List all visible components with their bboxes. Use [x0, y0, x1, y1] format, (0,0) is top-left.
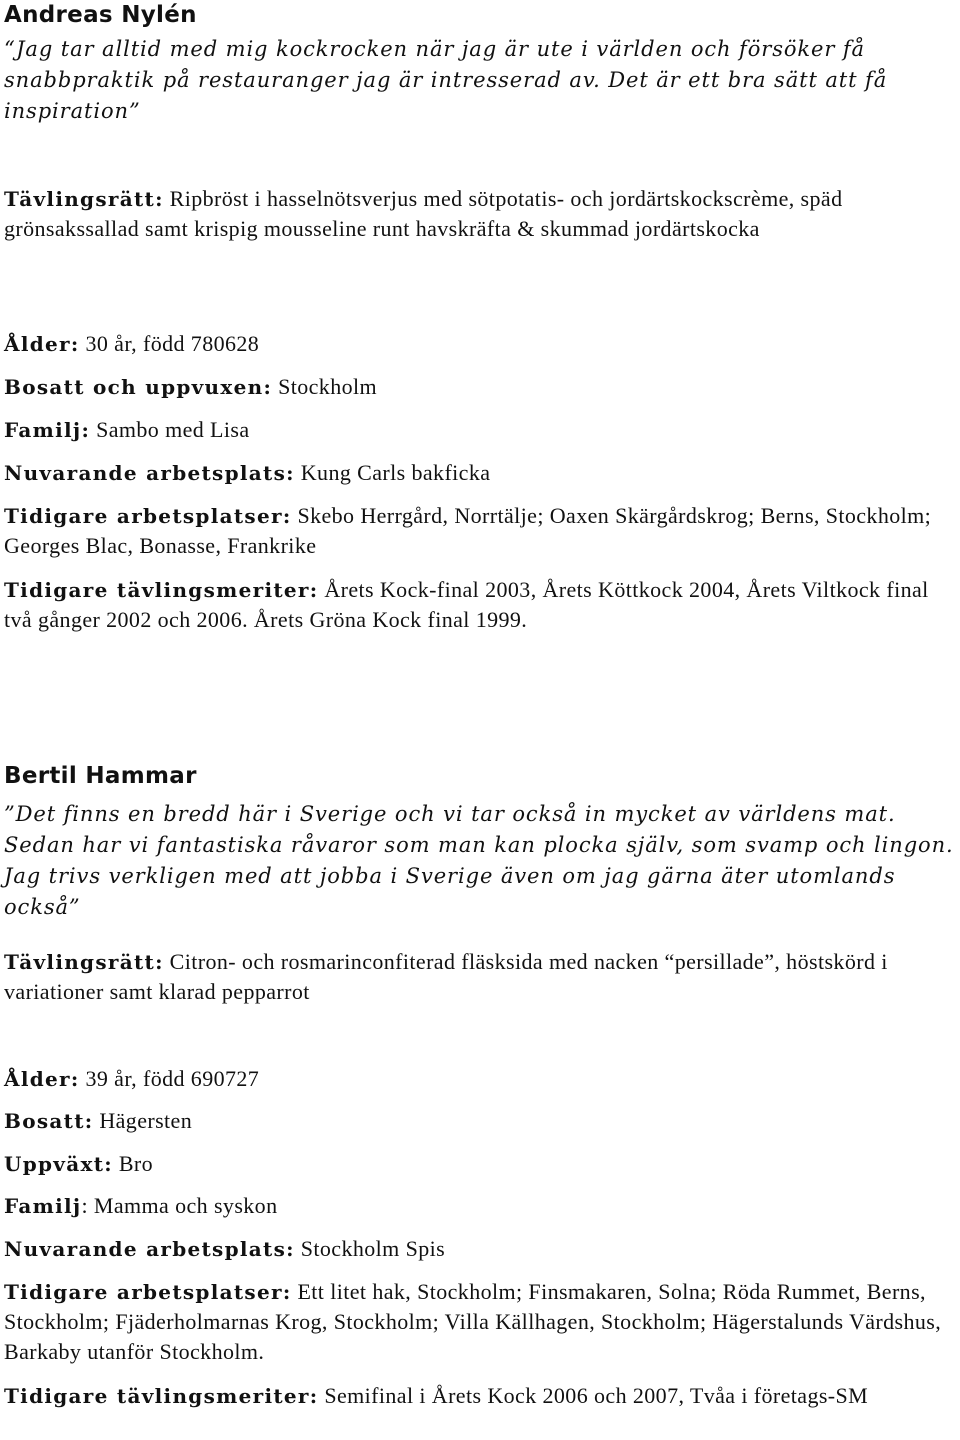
family-field: [4, 1191, 956, 1221]
dish-label: Tävlingsrätt:: [4, 950, 164, 974]
merits-field: [4, 575, 956, 635]
chef-name: Andreas Nylén: [4, 2, 197, 28]
home-value: Stockholm: [278, 374, 378, 399]
age-value: 30 år, född 780628: [85, 331, 260, 356]
age-field: [4, 1064, 956, 1094]
grew-up-field: [4, 1149, 956, 1179]
chef-quote: ”Det finns en bredd här i Sverige och vi tar också in mycket av världens mat. Sedan har vi fantastiska råvaror som man kan plocka själv, som svamp och lingon. Jag trivs verkligen med att jobba i Sverige även om jag gärna äter utomlands också”: [4, 802, 954, 919]
dish-field: [4, 184, 956, 244]
work-field: [4, 1234, 956, 1264]
prev-work-field: [4, 501, 956, 561]
work-value: Stockholm Spis: [300, 1236, 446, 1261]
merits-value: Semifinal i Årets Kock 2006 och 2007, Tvåa i företags-SM: [324, 1383, 869, 1408]
prev-work-label: Tidigare arbetsplatser:: [4, 504, 292, 528]
merits-label: Tidigare tävlingsmeriter:: [4, 578, 319, 602]
family-value: Sambo med Lisa: [96, 417, 250, 442]
prev-work-label: Tidigare arbetsplatser:: [4, 1280, 292, 1304]
work-field: [4, 458, 956, 488]
prev-work-value: Ett litet hak, Stockholm; Finsmakaren, Solna; Röda Rummet, Berns, Stockholm; Fjäderholmarnas Krog, Stockholm; Villa Källhagen, Stockholm; Hägerstalunds Värdshus, Barkaby utanför Stockholm.: [4, 1279, 942, 1364]
home-field: [4, 1106, 956, 1136]
work-value: Kung Carls bakficka: [300, 460, 491, 485]
age-field: [4, 329, 956, 359]
merits-field: [4, 1381, 956, 1411]
family-label: Familj:: [4, 418, 91, 442]
chef-name: Bertil Hammar: [4, 763, 197, 789]
age-label: Ålder:: [4, 332, 80, 356]
prev-work-field: [4, 1277, 956, 1367]
age-value: 39 år, född 690727: [85, 1066, 260, 1091]
chef-quote: “Jag tar alltid med mig kockrocken när jag är ute i världen och försöker få snabbpraktik på restauranger jag är intresserad av. Det är ett bra sätt att få inspiration”: [4, 37, 888, 123]
merits-label: Tidigare tävlingsmeriter:: [4, 1384, 319, 1408]
dish-value: Ripbröst i hasselnötsverjus med sötpotatis- och jordärtskockscrème, späd grönsakssallad samt krispig mousseline runt havskräfta & skummad jordärtskocka: [4, 186, 843, 241]
family-label: Familj: [4, 1194, 82, 1218]
merits-value: Årets Kock-final 2003, Årets Köttkock 2004, Årets Viltkock final två gånger 2002 och 2006. Årets Gröna Kock final 1999.: [4, 577, 929, 632]
home-label: Bosatt och uppvuxen:: [4, 375, 273, 399]
home-label: Bosatt:: [4, 1109, 94, 1133]
family-field: [4, 415, 956, 445]
prev-work-value: Skebo Herrgård, Norrtälje; Oaxen Skärgårdskrog; Berns, Stockholm; Georges Blac, Bonasse, Frankrike: [4, 503, 932, 558]
grew-up-label: Uppväxt:: [4, 1152, 113, 1176]
grew-up-value: Bro: [118, 1151, 154, 1176]
dish-field: [4, 947, 956, 1007]
work-label: Nuvarande arbetsplats:: [4, 461, 295, 485]
work-label: Nuvarande arbetsplats:: [4, 1237, 295, 1261]
family-value: : Mamma och syskon: [81, 1193, 278, 1218]
home-field: [4, 372, 956, 402]
home-value: Hägersten: [99, 1108, 193, 1133]
dish-label: Tävlingsrätt:: [4, 187, 164, 211]
age-label: Ålder:: [4, 1067, 80, 1091]
dish-value: Citron- och rosmarinconfiterad fläsksida med nacken “persillade”, höstskörd i variationer samt klarad pepparrot: [4, 949, 888, 1004]
